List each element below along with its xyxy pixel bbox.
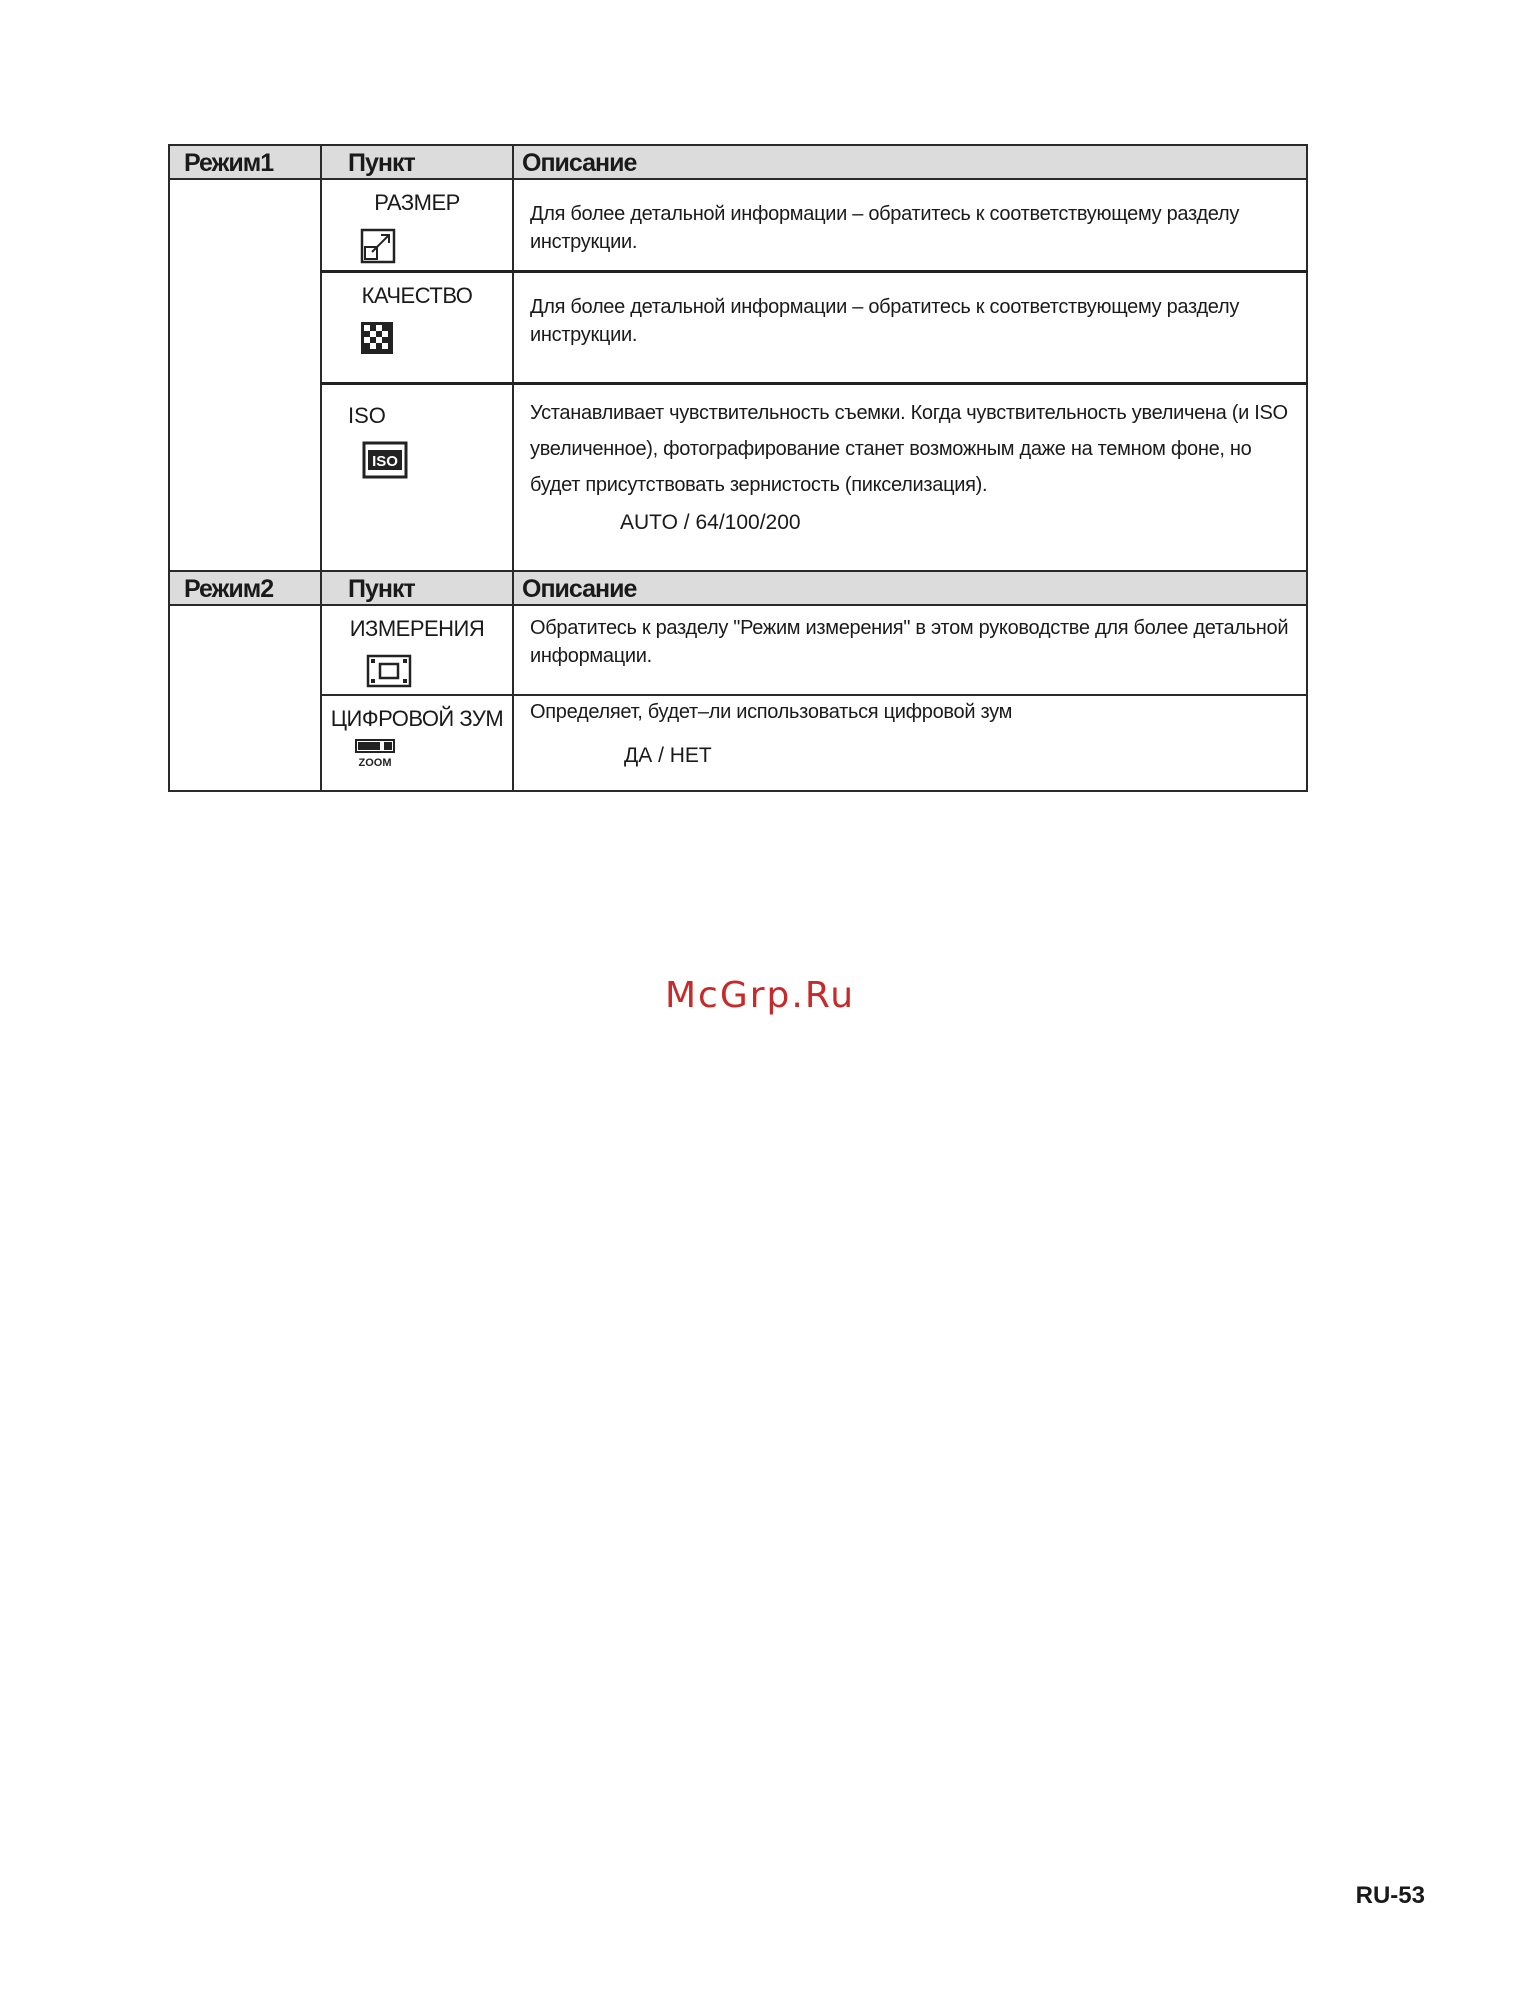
item-label: ЦИФРОВОЙ ЗУМ — [330, 706, 504, 731]
item-label: РАЗМЕР — [374, 190, 460, 215]
metering-icon — [366, 654, 412, 688]
digital-zoom-icon — [354, 738, 396, 770]
item-description: Для более детальной информации – обратитесь к соответствующему разделу инструкции. — [530, 295, 1240, 346]
item-cell — [321, 605, 513, 695]
header-item: Пункт — [321, 571, 513, 605]
item-description: Устанавливает чувствительность съемки. Когда чувствительность увеличена (и ISO увеличенное), фотографирование станет возможным даже на темном фоне, но будет присутствовать зернистость (пикселизация). — [530, 401, 1288, 496]
header-mode: Режим2 — [169, 571, 321, 605]
description-cell — [513, 271, 1307, 383]
item-label: ISO — [348, 402, 386, 428]
svg-text:ZOOM: ZOOM — [358, 757, 392, 769]
item-options: ДА / НЕТ — [624, 744, 712, 767]
item-label: КАЧЕСТВО — [361, 282, 473, 308]
item-cell — [321, 271, 513, 383]
page-number: RU-53 — [1355, 1882, 1425, 1909]
table-row — [169, 271, 1307, 383]
item-cell — [321, 695, 513, 791]
item-options: AUTO / 64/100/200 — [620, 510, 801, 534]
settings-table — [168, 144, 1308, 792]
table-row — [169, 179, 1307, 271]
header-description: Описание — [513, 145, 1307, 179]
table-header-mode2 — [169, 571, 1307, 605]
description-cell — [513, 605, 1307, 695]
quality-checker-icon — [360, 321, 394, 355]
table-row — [169, 605, 1307, 695]
item-cell — [321, 179, 513, 271]
item-label: ИЗМЕРЕНИЯ — [349, 616, 485, 641]
header-item: Пункт — [321, 145, 513, 179]
description-cell — [513, 383, 1307, 571]
item-cell — [321, 383, 513, 571]
item-description: Для более детальной информации – обратитесь к соответствующему разделу инструкции. — [530, 203, 1240, 253]
table-row — [169, 695, 1307, 791]
description-cell — [513, 695, 1307, 791]
resize-icon — [360, 228, 396, 264]
item-description: Определяет, будет–ли использоваться цифровой зум — [530, 701, 1013, 723]
header-mode: Режим1 — [169, 145, 321, 179]
svg-text:ISO: ISO — [372, 452, 398, 470]
mode1-empty-cell — [169, 179, 321, 571]
watermark: McGrp.Ru — [664, 975, 856, 1016]
table-row — [169, 383, 1307, 571]
description-cell — [513, 179, 1307, 271]
header-description: Описание — [513, 571, 1307, 605]
iso-icon — [362, 441, 408, 479]
mode2-empty-cell — [169, 605, 321, 791]
table-header-mode1 — [169, 145, 1307, 179]
item-description: Обратитесь к разделу "Режим измерения" в этом руководстве для более детальной информации. — [530, 617, 1289, 667]
